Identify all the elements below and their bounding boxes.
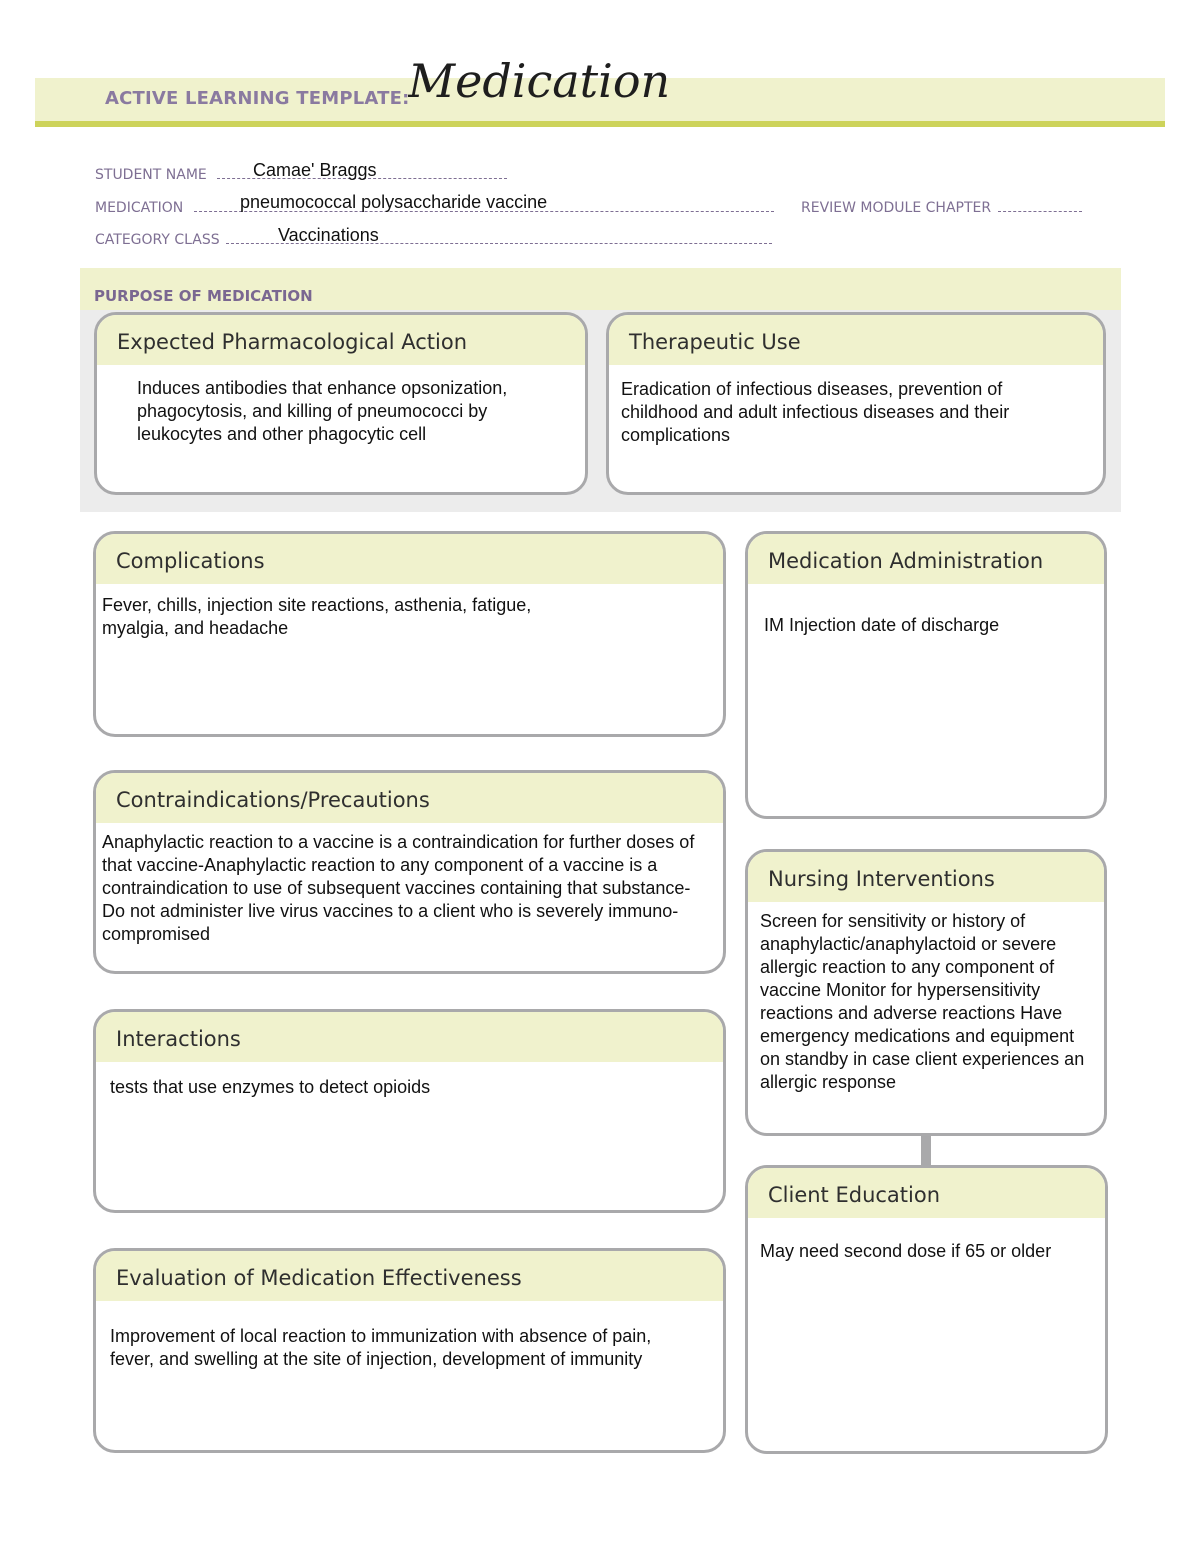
complications-title: Complications	[96, 534, 723, 584]
administration-title: Medication Administration	[748, 534, 1104, 584]
medication-field[interactable]: pneumococcal polysaccharide vaccine	[240, 192, 548, 212]
medication-label: MEDICATION	[95, 200, 184, 216]
client-education-card	[745, 1165, 1108, 1454]
category-class-row	[95, 231, 772, 248]
evaluation-body[interactable]: Improvement of local reaction to immunization with absence of pain, fever, and swelling at the site of injection, development of immunity	[110, 1326, 652, 1369]
category-class-label: CATEGORY CLASS	[95, 232, 220, 248]
therapeutic-use-card	[606, 312, 1106, 495]
evaluation-title: Evaluation of Medication Effectiveness	[96, 1251, 723, 1301]
therapeutic-use-title: Therapeutic Use	[609, 315, 1103, 365]
administration-body[interactable]: IM Injection date of discharge	[764, 615, 1000, 635]
contraindications-body[interactable]: Anaphylactic reaction to a vaccine is a contraindication for further doses of that vaccine-Anaphylactic reaction to any component of a vaccine is a contraindication to use of subsequent vaccines containing that substance-Do not administer live virus vaccines to a client who is severely immuno-compromised	[102, 832, 695, 944]
interactions-body[interactable]: tests that use enzymes to detect opioids	[110, 1077, 431, 1097]
nursing-interventions-card	[745, 849, 1107, 1136]
category-class-field[interactable]: Vaccinations	[278, 225, 379, 245]
complications-body[interactable]: Fever, chills, injection site reactions, asthenia, fatigue, myalgia, and headache	[102, 595, 532, 638]
expected-action-title: Expected Pharmacological Action	[97, 315, 585, 365]
client-education-title: Client Education	[748, 1168, 1105, 1218]
administration-card	[745, 531, 1107, 819]
connector-line	[921, 1134, 931, 1167]
nursing-interventions-body[interactable]: Screen for sensitivity or history of anaphylactic/anaphylactoid or severe allergic reaction to any component of vaccine Monitor for hypersensitivity reactions and adverse reactions Have emergency medications and equipment on standby in case client experiences an allergic response	[760, 911, 1085, 1092]
contraindications-card	[93, 770, 726, 974]
expected-action-body[interactable]: Induces antibodies that enhance opsonization, phagocytosis, and killing of pneumococci by leukocytes and other phagocytic cell	[137, 378, 508, 444]
student-name-field[interactable]: Camae' Braggs	[253, 160, 377, 180]
complications-card	[93, 531, 726, 737]
evaluation-card	[93, 1248, 726, 1453]
review-module-row	[801, 199, 1082, 216]
purpose-section-label: PURPOSE OF MEDICATION	[94, 287, 313, 305]
review-module-label: REVIEW MODULE CHAPTER	[801, 200, 992, 216]
therapeutic-use-body[interactable]: Eradication of infectious diseases, prevention of childhood and adult infectious diseases and their complications	[621, 379, 1010, 445]
interactions-title: Interactions	[96, 1012, 723, 1062]
template-label: ACTIVE LEARNING TEMPLATE:	[105, 88, 410, 109]
template-title: Medication	[408, 58, 671, 108]
interactions-card	[93, 1009, 726, 1213]
title-rule	[35, 121, 1165, 127]
client-education-body[interactable]: May need second dose if 65 or older	[760, 1241, 1052, 1261]
nursing-interventions-title: Nursing Interventions	[748, 852, 1104, 902]
expected-action-card	[94, 312, 588, 495]
contraindications-title: Contraindications/Precautions	[96, 773, 723, 823]
review-module-field[interactable]	[998, 199, 1082, 212]
student-name-label: STUDENT NAME	[95, 167, 207, 183]
